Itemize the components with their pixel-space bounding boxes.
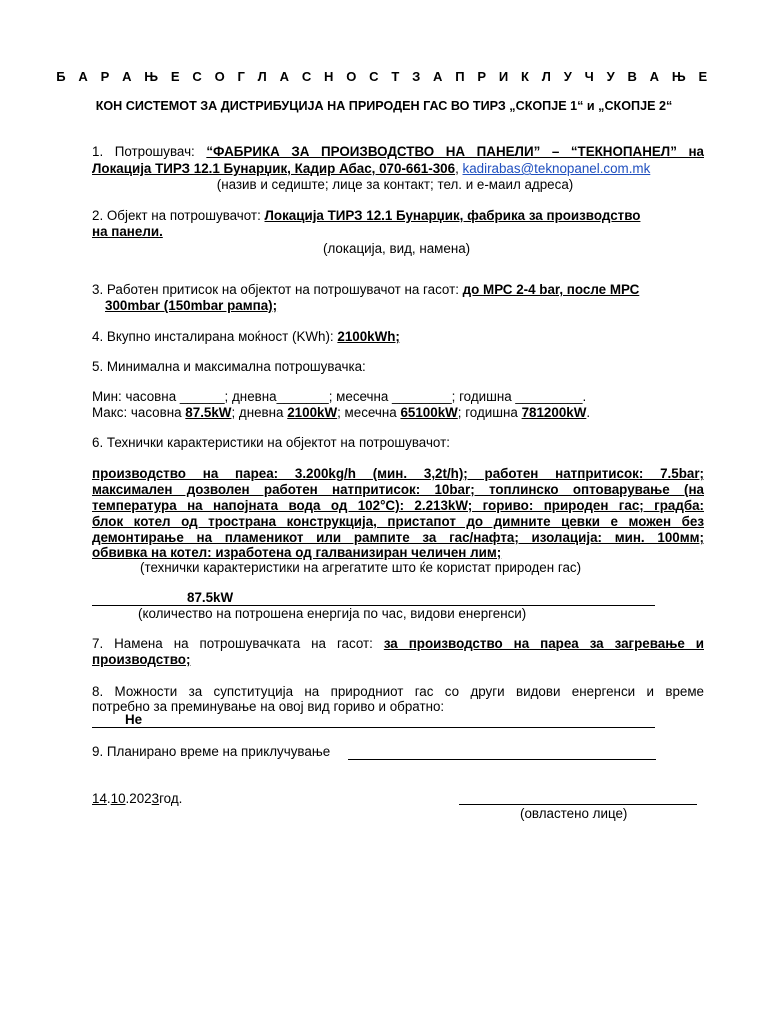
item6-note1: (технички карактеристики на агрегатите што ќе користат природен гас) <box>140 560 582 575</box>
item1-value-line1: “ФАБРИКА ЗА ПРОИЗВОДСТВО НА ПАНЕЛИ” – “ТЕКНОПАНЕЛ” на <box>206 144 704 159</box>
item7-value-line1: за производство на пареа за загревање и <box>383 636 704 651</box>
item2-label: 2. Објект на потрошувачот: <box>92 208 265 223</box>
item1-comma: , <box>455 161 463 176</box>
item5-max-year: 781200kW <box>521 405 587 420</box>
item7-line1 <box>92 636 704 652</box>
item5-label: 5. Минимална и максимална потрошувачка: <box>92 359 366 374</box>
item6-line-1: производство на пареа: 3.200kg/h (мин. 3,2t/h); работен натпритисок: 7.5bar; <box>92 466 704 481</box>
item9-underline <box>348 759 656 760</box>
item6-line-4: блок котел од тространа конструкција, пристапот до димните цевки е можен без <box>92 514 704 529</box>
item3-label: 3. Работен притисок на објектот на потрошувачот на гасот: <box>92 282 463 297</box>
item2-value-line2: на панели. <box>92 224 163 239</box>
item1-email-link[interactable]: kadirabas@teknopanel.com.mk <box>462 161 651 176</box>
date-year-suffix: 3 <box>151 791 160 806</box>
item2-line1 <box>92 208 640 224</box>
item6-label: 6. Технички карактеристики на објектот на потрошувачот: <box>92 435 450 450</box>
item3-line1 <box>92 282 639 298</box>
document-subtitle: КОН СИСТЕМОТ ЗА ДИСТРИБУЦИЈА НА ПРИРОДЕН ГАС ВО ТИРЗ „СКОПЈЕ 1“ и „СКОПЈЕ 2“ <box>95 99 673 113</box>
item9-label: 9. Планирано време на приклучување <box>92 744 331 759</box>
item6-energy-value: 87.5kW <box>187 590 234 605</box>
signature-line <box>459 804 697 805</box>
item1-value-line2: Локација ТИРЗ 12.1 Бунарџик, Кадир Абас, 070-661-306 <box>92 161 456 176</box>
item1-note: (назив и седиште; лице за контакт; тел. и е-маил адреса) <box>216 177 574 192</box>
item6-note2: (количество на потрошена енергија по час, видови енергенси) <box>138 606 527 621</box>
item8-line2: потребно за преминување на овој вид гориво и обратно: <box>92 699 445 714</box>
item8-value: Не <box>125 712 143 727</box>
item2-note: (локација, вид, намена) <box>323 241 471 256</box>
item7-value-line2: производство; <box>92 652 191 667</box>
item5-max-prefix: Макс: часовна <box>92 405 186 420</box>
item1-line2 <box>92 161 650 177</box>
item5-monthly-label: ; месечна <box>337 405 401 420</box>
item1-label: 1. Потрошувач: <box>92 144 207 159</box>
date-month: 10 <box>110 791 126 806</box>
date-day: 14 <box>92 791 107 806</box>
item4-label: 4. Вкупно инсталирана моќност (KWh): <box>92 329 338 344</box>
date-year-prefix: 202 <box>129 791 152 806</box>
item5-max-hour: 87.5kW <box>185 405 232 420</box>
item4-value: 2100kWh; <box>337 329 400 344</box>
item8-underline <box>92 727 655 728</box>
item5-min-line: Мин: часовна ______; дневна_______; месечна ________; годишна _________. <box>92 389 587 404</box>
item2-value-line1: Локација ТИРЗ 12.1 Бунарџик, фабрика за производство <box>264 208 641 223</box>
item5-max-line <box>92 405 590 421</box>
item6-line-6: обвивка на котел: изработена од галванизиран челичен лим; <box>92 545 502 560</box>
item4-line <box>92 329 400 345</box>
signature-note: (овластено лице) <box>520 806 628 821</box>
item5-max-day: 2100kW <box>287 405 338 420</box>
item5-daily-label: ; дневна <box>231 405 288 420</box>
item3-value-line2: 300mbar (150mbar рампа); <box>105 298 278 313</box>
footer-date: 14.10.2023год. <box>92 791 183 806</box>
item5-yearly-label: ; годишна <box>457 405 522 420</box>
document-title: Б А Р А Њ Е С О Г Л А С Н О С Т З А П Р И К Л У Ч У В А Њ Е <box>56 69 712 84</box>
item1-line1 <box>92 144 704 160</box>
item6-line-2: максимален дозволен работен натпритисок: 10bar; топлинско оптоварување (на <box>92 482 704 497</box>
item8-line1: 8. Можности за супституција на природниот гас со други видови енергенси и време <box>92 684 704 699</box>
item6-line-5: демонтирање на пламеникот или рампите за гас/нафта; изолација: мин. 100мм; <box>92 530 704 545</box>
item3-value-line1: до МРС 2-4 bar, после МРС <box>462 282 640 297</box>
item5-max-month: 65100kW <box>400 405 458 420</box>
item6-line-3: температура на напојната вода од 102°C): 2.213kW; гориво: природен гас; градба: <box>92 498 704 513</box>
date-unit: год. <box>159 791 183 806</box>
item7-label: 7. Намена на потрошувачката на гасот: <box>92 636 384 651</box>
item5-end: . <box>586 405 591 420</box>
